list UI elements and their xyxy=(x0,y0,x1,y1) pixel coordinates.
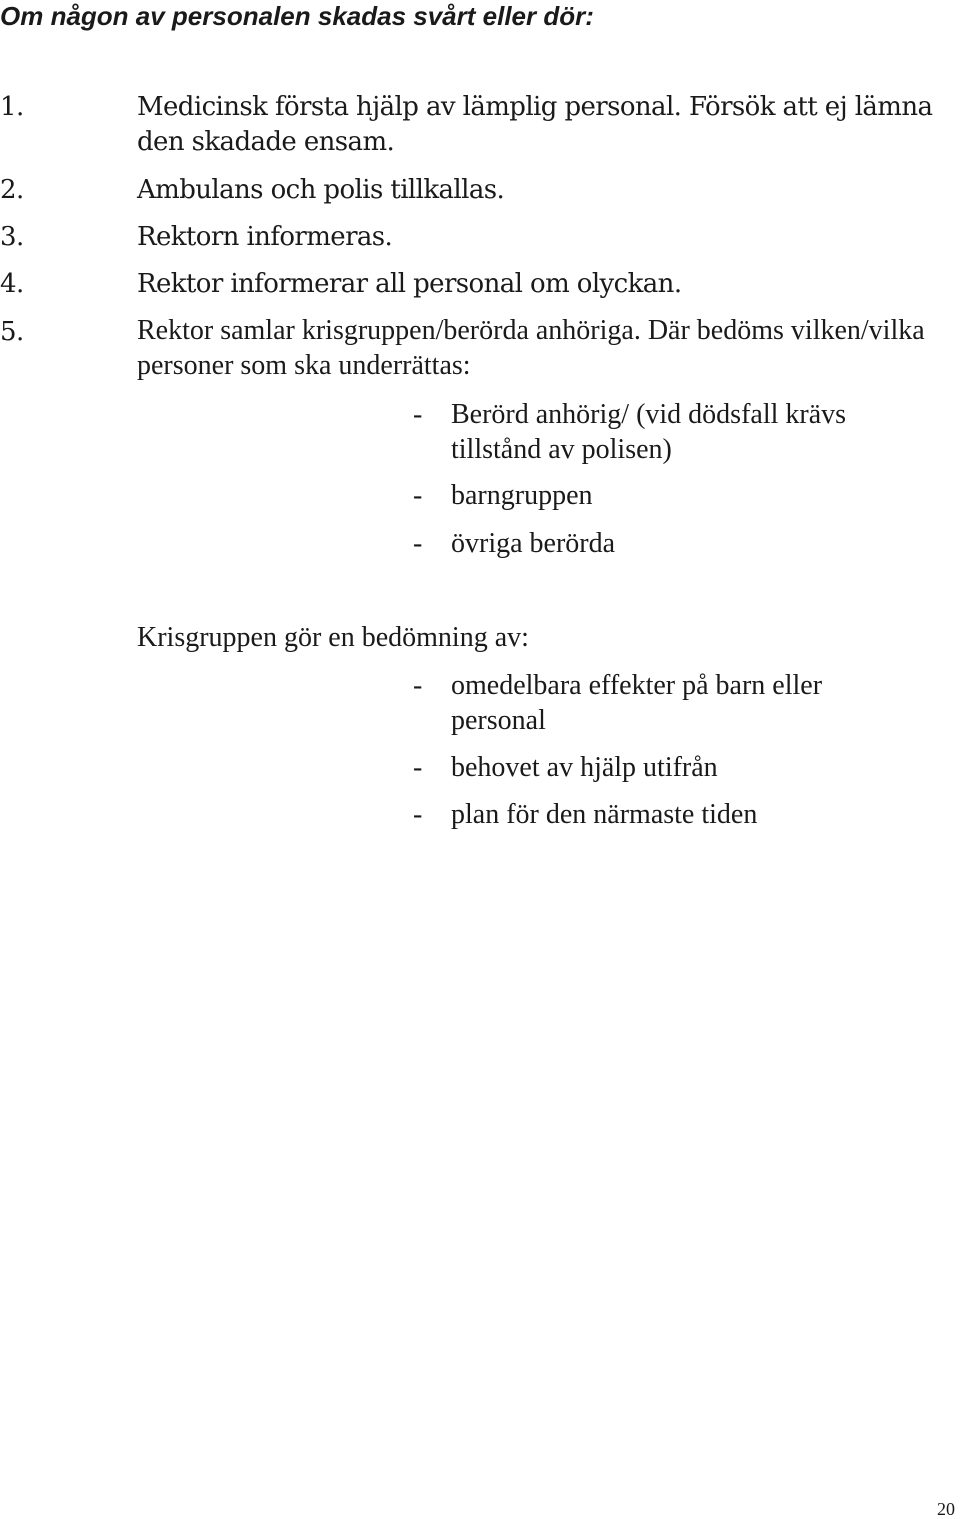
step-number: 5. xyxy=(0,317,24,347)
assessment-item-text: plan för den närmaste tiden xyxy=(451,799,758,830)
notify-item-text: barngruppen xyxy=(451,480,593,511)
section-heading: Om någon av personalen skadas svårt eller dör: xyxy=(0,1,594,31)
step-text: Ambulans och polis tillkallas. xyxy=(137,175,505,205)
step-text: Rektor informerar all personal om olyckan. xyxy=(137,269,682,299)
bullet-dash: - xyxy=(413,670,423,701)
assessment-item-text: omedelbara effekter på barn eller personal xyxy=(451,670,823,736)
bullet-dash: - xyxy=(413,752,423,783)
step-number: 3. xyxy=(0,222,24,252)
page-number: 20 xyxy=(937,1499,955,1519)
bullet-dash: - xyxy=(413,480,423,511)
assessment-item-text: behovet av hjälp utifrån xyxy=(451,752,718,783)
notify-item-text: övriga berörda xyxy=(451,528,616,559)
assessment-intro: Krisgruppen gör en bedömning av: xyxy=(137,622,529,653)
step-text: Rektorn informeras. xyxy=(137,222,393,252)
step-number: 4. xyxy=(0,269,24,299)
step-text: Rektor samlar krisgruppen/berörda anhöriga. Där bedöms vilken/vilka personer som ska underrättas: xyxy=(137,315,925,381)
bullet-dash: - xyxy=(413,528,423,559)
step-number: 2. xyxy=(0,175,24,205)
bullet-dash: - xyxy=(413,799,423,830)
notify-item-text: Berörd anhörig/ (vid dödsfall krävs tillstånd av polisen) xyxy=(451,399,847,465)
step-text: Medicinsk första hjälp av lämplig personal. Försök att ej lämna den skadade ensam. xyxy=(137,92,933,157)
bullet-dash: - xyxy=(413,399,423,430)
step-number: 1. xyxy=(0,92,24,122)
